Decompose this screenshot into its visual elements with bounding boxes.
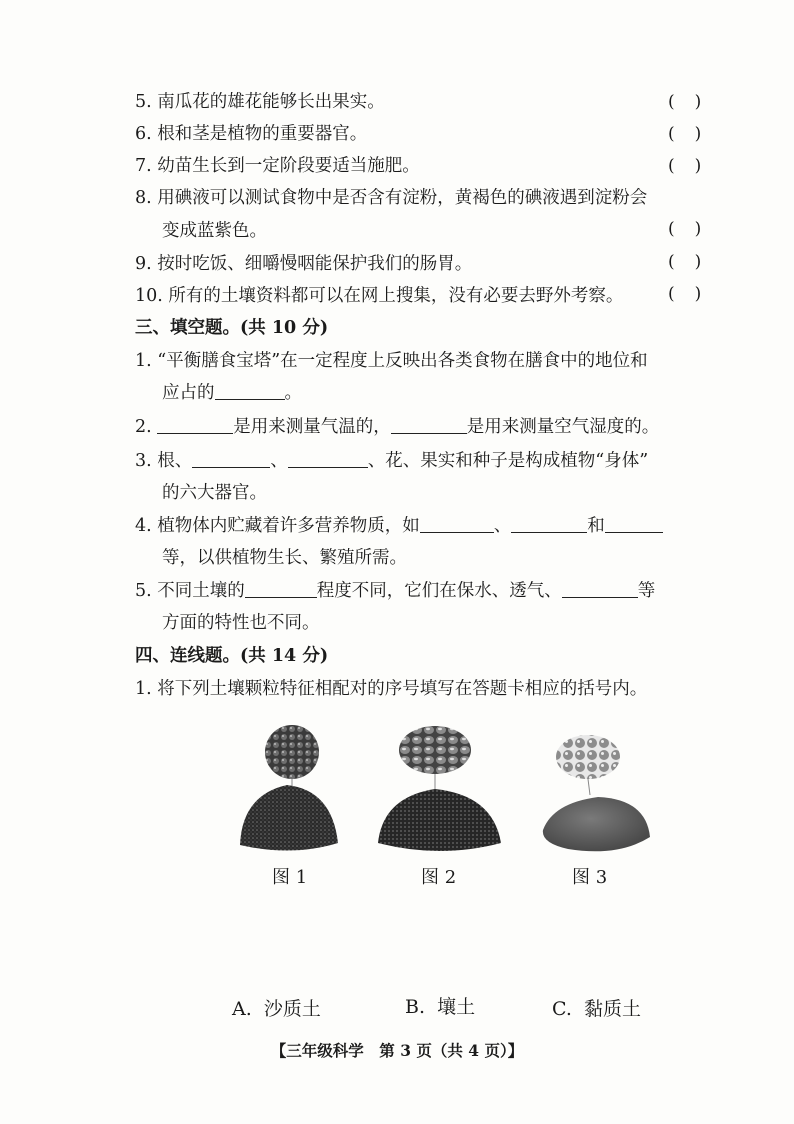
answer-blank[interactable]: [288, 449, 368, 468]
item-text: 应占的: [162, 383, 215, 403]
answer-blank[interactable]: [215, 381, 285, 400]
figure-1-caption: 图 1: [272, 867, 308, 888]
soil-figure-2: [375, 725, 505, 860]
option-c: [552, 996, 641, 1022]
answer-blank[interactable]: [157, 415, 233, 434]
answer-parens: (): [668, 219, 722, 239]
fill-q2: [135, 415, 659, 439]
item-number: 7.: [135, 156, 152, 176]
fill-q1-line1: [135, 349, 648, 373]
item-text: 、花、果实和种子是构成植物“身体”: [367, 451, 649, 471]
answer-parens: (): [668, 92, 722, 112]
item-number: 5.: [135, 581, 152, 601]
item-text: 是用来测量空气湿度的。: [466, 417, 660, 437]
item-text: 按时吃饭、细嚼慢咽能保护我们的肠胃。: [157, 254, 473, 274]
item-text: “平衡膳食宝塔”在一定程度上反映出各类食物在膳食中的地位和: [157, 351, 648, 371]
fill-q3-line1: [135, 449, 648, 473]
answer-parens: (): [668, 156, 722, 176]
judge-item-7: [135, 154, 420, 178]
fill-q5-line1: [135, 579, 655, 603]
figure-2-caption: 图 2: [421, 867, 457, 888]
item-text: 根、: [157, 451, 193, 471]
item-text: 南瓜花的雄花能够长出果实。: [157, 92, 385, 112]
answer-parens: (): [668, 284, 722, 304]
section-4-title: 四、连线题。(共 14 分): [135, 646, 329, 666]
page-footer: 【三年级科学 第 3 页（共 4 页）】: [270, 1041, 524, 1060]
item-text: 用碘液可以测试食物中是否含有淀粉，黄褐色的碘液遇到淀粉会: [157, 188, 648, 208]
item-number: 6.: [135, 124, 152, 144]
item-text: 和: [587, 516, 605, 536]
fill-q5-line2: 方面的特性也不同。: [162, 613, 320, 633]
judge-item-10: [135, 284, 623, 308]
item-text: 将下列土壤颗粒特征相配对的序号填写在答题卡相应的括号内。: [157, 679, 648, 699]
item-number: 2.: [135, 417, 152, 437]
match-q1: [135, 677, 647, 701]
figure-3-caption: 图 3: [572, 867, 608, 888]
option-text: 沙质土: [263, 998, 321, 1020]
item-text: 程度不同，它们在保水、透气、: [316, 581, 562, 601]
judge-item-6: [135, 122, 367, 146]
answer-blank[interactable]: [192, 449, 270, 468]
answer-blank[interactable]: [511, 514, 587, 533]
option-label: C.: [552, 998, 572, 1020]
item-number: 8.: [135, 188, 152, 208]
item-text: 等: [637, 581, 656, 601]
fill-q4-line2: 等，以供植物生长、繁殖所需。: [162, 548, 407, 568]
item-number: 1.: [135, 679, 152, 699]
item-text: 所有的土壤资料都可以在网上搜集，没有必要去野外考察。: [168, 286, 624, 306]
answer-blank[interactable]: [420, 514, 494, 533]
item-number: 5.: [135, 92, 152, 112]
item-number: 3.: [135, 451, 152, 471]
fill-q1-line2: [162, 381, 302, 405]
answer-blank[interactable]: [605, 514, 663, 533]
fill-q3-line2: 的六大器官。: [162, 483, 267, 503]
answer-parens: (): [668, 252, 722, 272]
answer-blank[interactable]: [245, 579, 317, 598]
item-text: 根和茎是植物的重要器官。: [157, 124, 368, 144]
soil-figure-1: [232, 725, 342, 860]
item-text: 是用来测量气温的，: [233, 417, 391, 437]
section-3-title: 三、填空题。(共 10 分): [135, 318, 329, 338]
answer-blank[interactable]: [562, 579, 638, 598]
fill-q4-line1: [135, 514, 663, 538]
option-text: 壤土: [437, 996, 476, 1018]
judge-item-8-cont: 变成蓝紫色。: [162, 221, 267, 241]
item-text: 、: [493, 516, 512, 536]
item-number: 10.: [135, 286, 163, 306]
item-number: 9.: [135, 254, 152, 274]
answer-parens: (): [668, 124, 722, 144]
answer-blank[interactable]: [391, 415, 467, 434]
soil-figure-3: [538, 725, 658, 860]
item-text: 不同土壤的: [157, 581, 245, 601]
option-text: 黏质土: [584, 998, 642, 1020]
item-number: 4.: [135, 516, 152, 536]
item-text: 。: [284, 383, 302, 403]
judge-item-5: [135, 90, 385, 114]
item-text: 、: [270, 451, 288, 471]
option-b: [405, 994, 475, 1020]
option-label: A.: [232, 998, 252, 1020]
item-text: 幼苗生长到一定阶段要适当施肥。: [157, 156, 420, 176]
option-a: [232, 996, 321, 1022]
item-number: 1.: [135, 351, 152, 371]
item-text: 植物体内贮藏着许多营养物质，如: [157, 516, 420, 536]
option-label: B.: [405, 996, 426, 1018]
judge-item-8: [135, 186, 647, 210]
judge-item-9: [135, 252, 472, 276]
